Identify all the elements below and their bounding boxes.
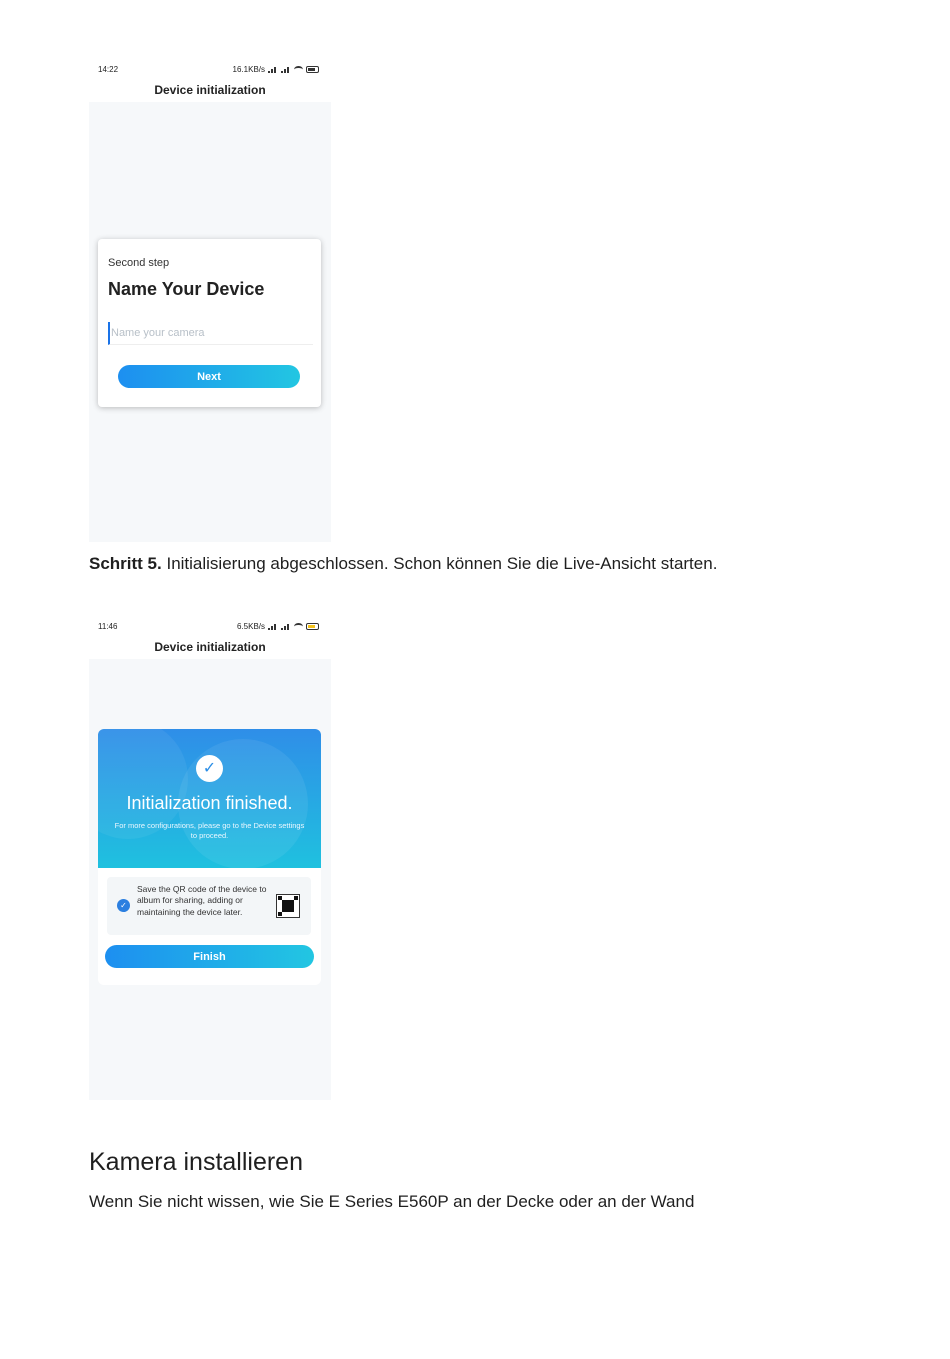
status-time: 11:46 — [98, 622, 118, 631]
save-qr-option[interactable] — [107, 877, 311, 935]
banner-headline: Initialization finished. — [126, 793, 293, 813]
signal-icon — [281, 623, 291, 630]
section-heading: Kamera installieren — [89, 1148, 303, 1176]
status-speed: 16.1KB/s — [232, 65, 265, 74]
name-device-card — [98, 239, 321, 407]
status-time: 14:22 — [98, 65, 119, 74]
finish-button[interactable]: Finish — [105, 945, 314, 968]
status-network — [237, 622, 319, 631]
init-finished-card — [98, 729, 321, 985]
section-paragraph: Wenn Sie nicht wissen, wie Sie E Series E560P an der Decke oder an der Wand — [89, 1192, 695, 1211]
card-title: Name Your Device — [108, 279, 265, 299]
battery-icon — [306, 66, 319, 73]
screenshot-init-finished — [89, 617, 331, 1100]
app-title: Device initialization — [89, 78, 331, 102]
wifi-icon — [294, 623, 303, 630]
step5-text: Initialisierung abgeschlossen. Schon können Sie die Live-Ansicht starten. — [161, 554, 718, 573]
wifi-icon — [294, 66, 303, 73]
status-network — [233, 65, 319, 74]
signal-icon — [268, 623, 278, 630]
screenshot-name-device — [89, 60, 331, 542]
step5-label: Schritt 5. — [89, 554, 162, 573]
check-icon[interactable]: ✓ — [117, 899, 130, 912]
check-icon: ✓ — [196, 755, 223, 782]
step-label: Second step — [108, 257, 170, 269]
save-qr-text: Save the QR code of the device to album for sharing, adding or maintaining the device later. — [137, 884, 267, 917]
status-speed: 6.5KB/s — [236, 622, 265, 631]
next-button[interactable]: Next — [118, 365, 300, 388]
signal-icon — [268, 66, 278, 73]
app-title: Device initialization — [89, 635, 331, 659]
camera-name-input[interactable] — [108, 322, 313, 345]
step5-paragraph — [89, 554, 717, 574]
qr-code-icon — [276, 894, 300, 918]
signal-icon — [281, 66, 291, 73]
banner-subtext: For more configurations, please go to the Device settings to proceed. — [114, 821, 305, 840]
success-banner — [98, 729, 321, 868]
battery-icon — [306, 623, 319, 630]
